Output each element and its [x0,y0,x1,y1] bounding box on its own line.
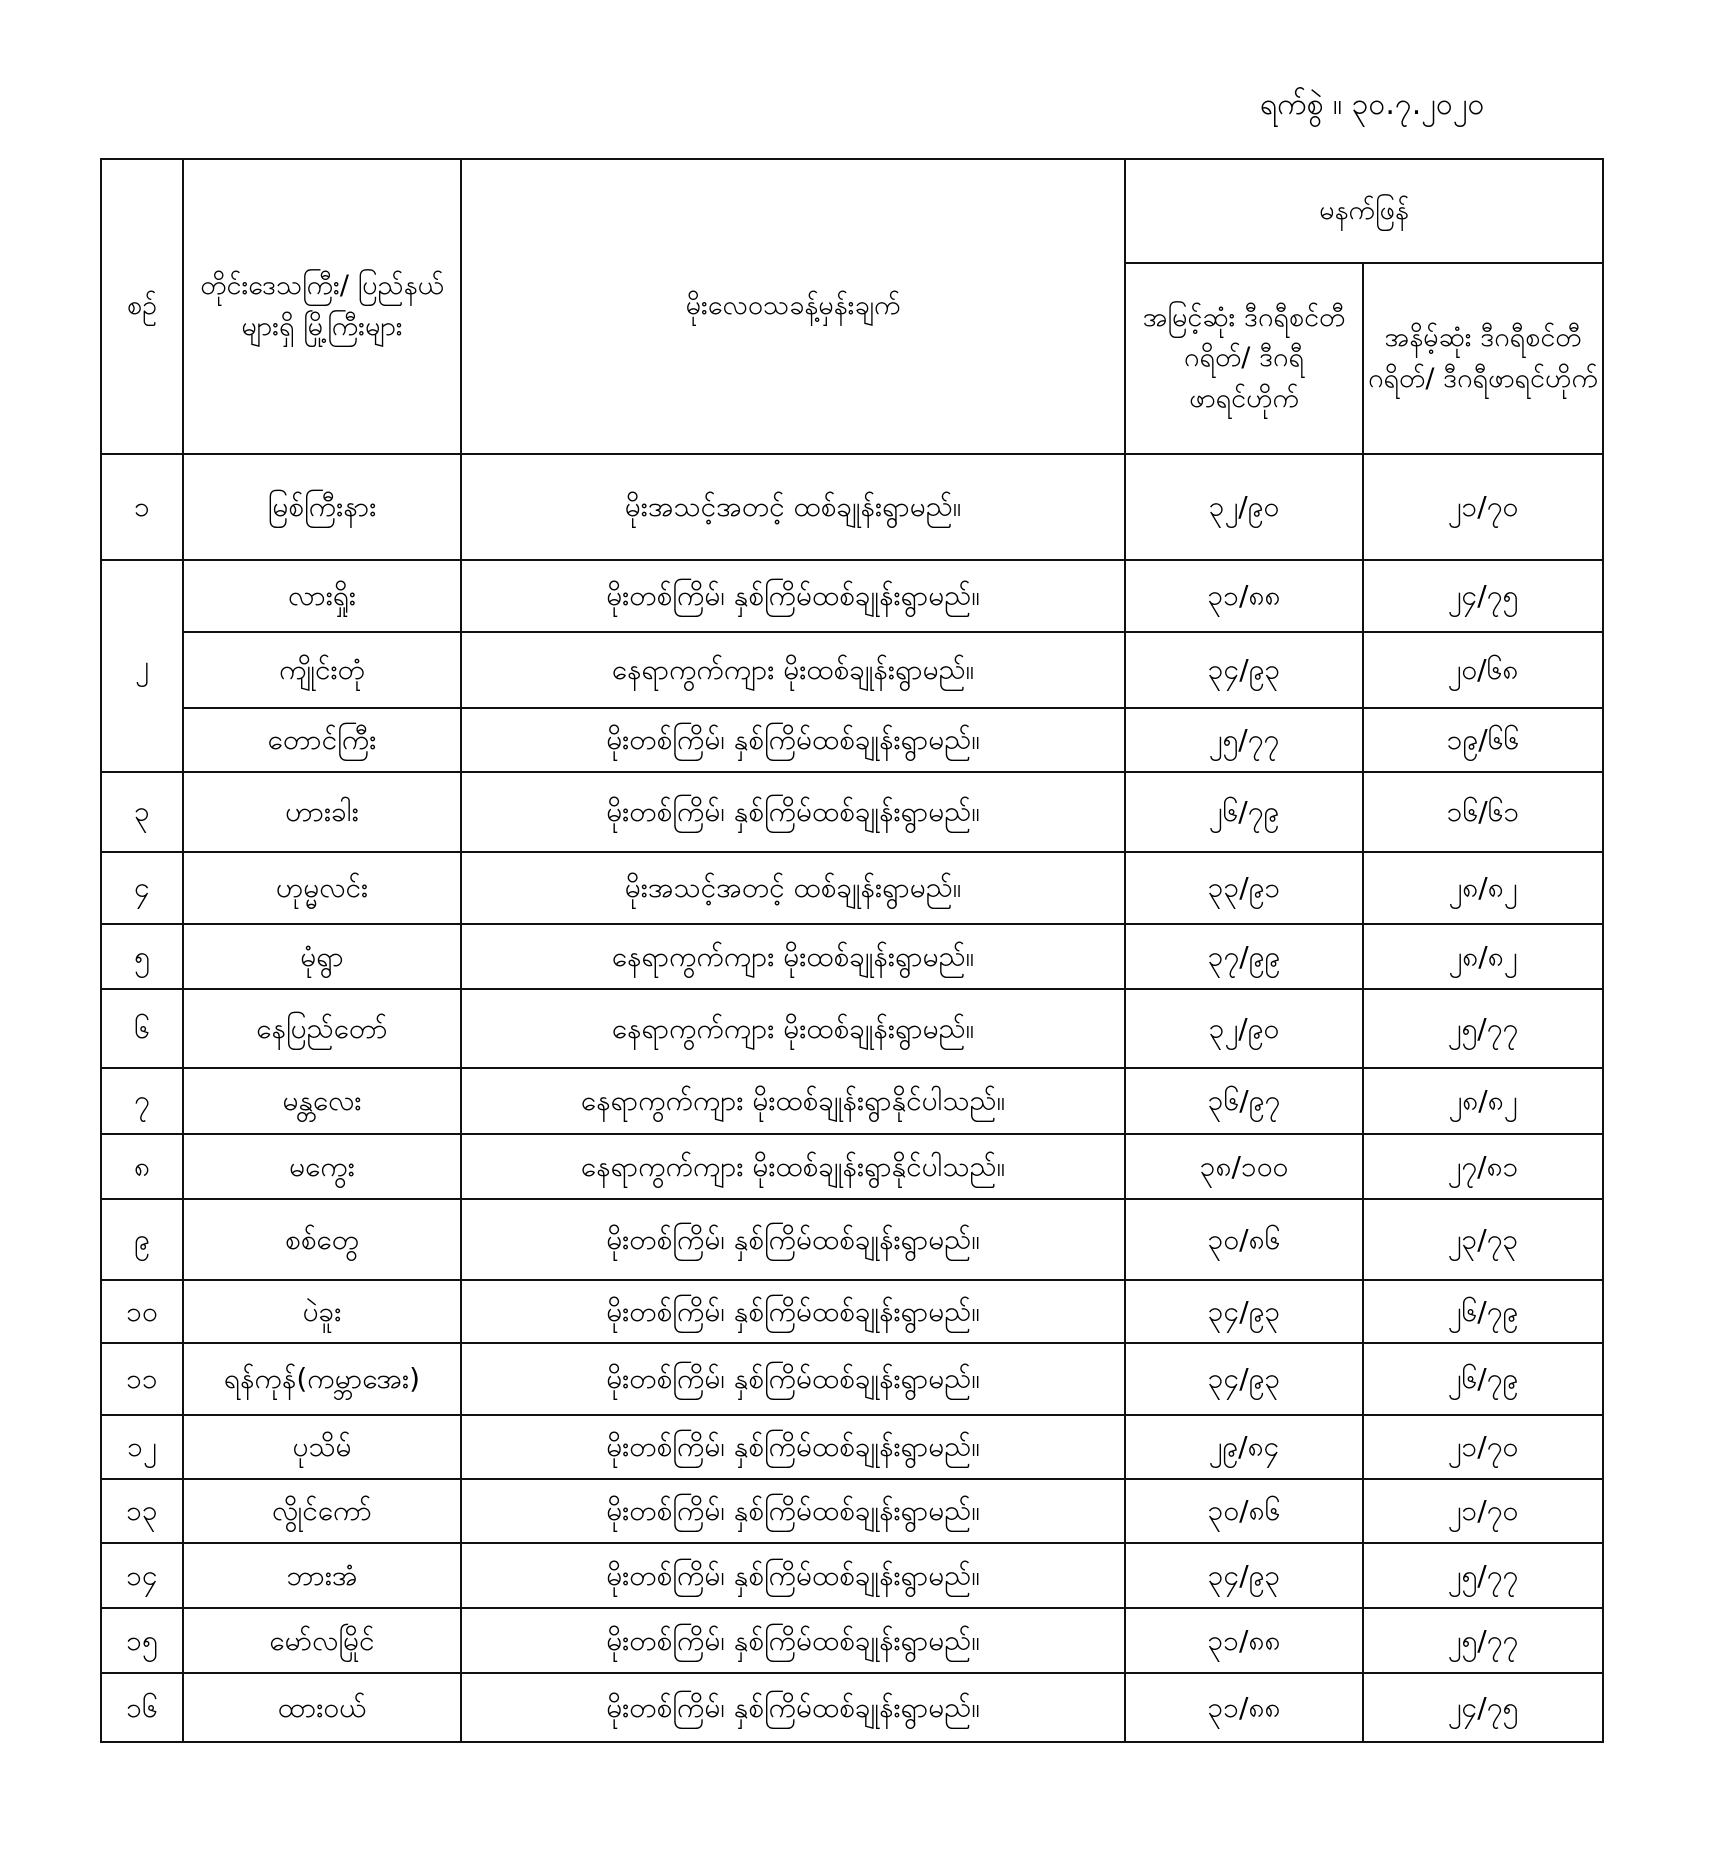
max-temperature: ၃၇/၉၉ [1125,924,1363,989]
header-city: တိုင်းဒေသကြီး/ ပြည်နယ်များရှိ မြို့ကြီးများ [183,159,461,454]
row-number: ၁၂ [101,1415,183,1479]
max-temperature: ၃၆/၉၇ [1125,1068,1363,1134]
city-name: လားရှိုး [183,560,461,632]
row-number: ၁၄ [101,1543,183,1608]
forecast-text: မိုးတစ်ကြိမ်၊ နှစ်ကြိမ်ထစ်ချုန်းရွာမည်။ [461,1608,1125,1673]
min-temperature: ၂၅/၇၇ [1363,1543,1603,1608]
table-row [101,924,1603,989]
min-temperature: ၂၇/၈၁ [1363,1134,1603,1199]
max-temperature: ၃၁/၈၈ [1125,560,1363,632]
weather-forecast-table [100,158,1604,1743]
city-name: နေပြည်တော် [183,989,461,1068]
forecast-text: မိုးတစ်ကြိမ်၊ နှစ်ကြိမ်ထစ်ချုန်းရွာမည်။ [461,1415,1125,1479]
city-name: ပဲခူး [183,1280,461,1343]
row-number: ၁၃ [101,1479,183,1543]
table-row [101,1343,1603,1415]
city-name: စစ်တွေ [183,1199,461,1280]
row-number: ၉ [101,1199,183,1280]
row-number: ၁၅ [101,1608,183,1673]
header-min-temp: အနိမ့်ဆုံး ဒီဂရီစင်တီဂရိတ်/ ဒီဂရီဖာရင်ဟိုက် [1363,263,1603,454]
city-name: ထားဝယ် [183,1673,461,1742]
table-row [101,852,1603,924]
max-temperature: ၃၄/၉၃ [1125,1280,1363,1343]
forecast-text: မိုးအသင့်အတင့် ထစ်ချုန်းရွာမည်။ [461,454,1125,560]
row-number: ၆ [101,989,183,1068]
min-temperature: ၂၄/၇၅ [1363,1673,1603,1742]
forecast-text: မိုးတစ်ကြိမ်၊ နှစ်ကြိမ်ထစ်ချုန်းရွာမည်။ [461,1479,1125,1543]
min-temperature: ၂၁/၇၀ [1363,1479,1603,1543]
row-number: ၂ [101,560,183,772]
min-temperature: ၂၆/၇၉ [1363,1343,1603,1415]
max-temperature: ၃၄/၉၃ [1125,632,1363,708]
city-name: မန္တလေး [183,1068,461,1134]
table-row [101,1479,1603,1543]
max-temperature: ၂၅/၇၇ [1125,708,1363,772]
row-number: ၁ [101,454,183,560]
table-row [101,989,1603,1068]
city-name: ဘားအံ [183,1543,461,1608]
max-temperature: ၃၈/၁၀၀ [1125,1134,1363,1199]
forecast-text: နေရာကွက်ကျား မိုးထစ်ချုန်းရွာမည်။ [461,989,1125,1068]
forecast-text: မိုးတစ်ကြိမ်၊ နှစ်ကြိမ်ထစ်ချုန်းရွာမည်။ [461,708,1125,772]
header-forecast: မိုးလေဝသခန့်မှန်းချက် [461,159,1125,454]
max-temperature: ၂၉/၈၄ [1125,1415,1363,1479]
table-body [101,454,1603,1742]
table-row [101,708,1603,772]
table-row [101,1543,1603,1608]
min-temperature: ၂၀/၆၈ [1363,632,1603,708]
max-temperature: ၃၁/၈၈ [1125,1673,1363,1742]
city-name: မော်လမြိုင် [183,1608,461,1673]
table-row [101,1068,1603,1134]
forecast-text: နေရာကွက်ကျား မိုးထစ်ချုန်းရွာနိုင်ပါသည်။ [461,1068,1125,1134]
max-temperature: ၃၂/၉၀ [1125,989,1363,1068]
document-date: ရက်စွဲ ။ ၃၀.၇.၂၀၂၀ [1260,87,1485,122]
max-temperature: ၃၀/၈၆ [1125,1199,1363,1280]
min-temperature: ၂၈/၈၂ [1363,1068,1603,1134]
max-temperature: ၃၁/၈၈ [1125,1608,1363,1673]
row-number: ၁၆ [101,1673,183,1742]
min-temperature: ၂၅/၇၇ [1363,1608,1603,1673]
city-name: ဟားခါး [183,772,461,852]
min-temperature: ၂၈/၈၂ [1363,924,1603,989]
table-row [101,1199,1603,1280]
max-temperature: ၃၀/၈၆ [1125,1479,1363,1543]
row-number: ၁၀ [101,1280,183,1343]
header-tomorrow: မနက်ဖြန် [1125,159,1603,263]
forecast-text: မိုးတစ်ကြိမ်၊ နှစ်ကြိမ်ထစ်ချုန်းရွာမည်။ [461,1673,1125,1742]
city-name: မကွေး [183,1134,461,1199]
forecast-text: မိုးတစ်ကြိမ်၊ နှစ်ကြိမ်ထစ်ချုန်းရွာမည်။ [461,772,1125,852]
city-name: ကျိုင်းတုံ [183,632,461,708]
header-max-temp: အမြင့်ဆုံး ဒီဂရီစင်တီဂရိတ်/ ဒီဂရီဖာရင်ဟိုက် [1125,263,1363,454]
city-name: ပုသိမ် [183,1415,461,1479]
table-row [101,1415,1603,1479]
min-temperature: ၂၁/၇၀ [1363,454,1603,560]
forecast-text: မိုးတစ်ကြိမ်၊ နှစ်ကြိမ်ထစ်ချုန်းရွာမည်။ [461,1343,1125,1415]
row-number: ၈ [101,1134,183,1199]
table-row [101,772,1603,852]
table-row [101,560,1603,632]
header-no: စဉ် [101,159,183,454]
table-row [101,1673,1603,1742]
min-temperature: ၂၅/၇၇ [1363,989,1603,1068]
forecast-text: နေရာကွက်ကျား မိုးထစ်ချုန်းရွာနိုင်ပါသည်။ [461,1134,1125,1199]
min-temperature: ၂၆/၇၉ [1363,1280,1603,1343]
table-row [101,1134,1603,1199]
city-name: တောင်ကြီး [183,708,461,772]
row-number: ၅ [101,924,183,989]
forecast-text: မိုးအသင့်အတင့် ထစ်ချုန်းရွာမည်။ [461,852,1125,924]
min-temperature: ၂၈/၈၂ [1363,852,1603,924]
max-temperature: ၃၄/၉၃ [1125,1343,1363,1415]
row-number: ၄ [101,852,183,924]
min-temperature: ၁၆/၆၁ [1363,772,1603,852]
max-temperature: ၂၆/၇၉ [1125,772,1363,852]
city-name: ဟုမ္မလင်း [183,852,461,924]
forecast-text: နေရာကွက်ကျား မိုးထစ်ချုန်းရွာမည်။ [461,632,1125,708]
min-temperature: ၁၉/၆၆ [1363,708,1603,772]
forecast-text: နေရာကွက်ကျား မိုးထစ်ချုန်းရွာမည်။ [461,924,1125,989]
table-row [101,454,1603,560]
forecast-text: မိုးတစ်ကြိမ်၊ နှစ်ကြိမ်ထစ်ချုန်းရွာမည်။ [461,1199,1125,1280]
table-row [101,1608,1603,1673]
city-name: မုံရွာ [183,924,461,989]
city-name: မြစ်ကြီးနား [183,454,461,560]
city-name: ရန်ကုန်(ကမ္ဘာအေး) [183,1343,461,1415]
max-temperature: ၃၃/၉၁ [1125,852,1363,924]
max-temperature: ၃၄/၉၃ [1125,1543,1363,1608]
forecast-text: မိုးတစ်ကြိမ်၊ နှစ်ကြိမ်ထစ်ချုန်းရွာမည်။ [461,560,1125,632]
max-temperature: ၃၂/၉၀ [1125,454,1363,560]
table-row [101,1280,1603,1343]
row-number: ၃ [101,772,183,852]
min-temperature: ၂၄/၇၅ [1363,560,1603,632]
forecast-text: မိုးတစ်ကြိမ်၊ နှစ်ကြိမ်ထစ်ချုန်းရွာမည်။ [461,1543,1125,1608]
forecast-text: မိုးတစ်ကြိမ်၊ နှစ်ကြိမ်ထစ်ချုန်းရွာမည်။ [461,1280,1125,1343]
min-temperature: ၂၁/၇၀ [1363,1415,1603,1479]
min-temperature: ၂၃/၇၃ [1363,1199,1603,1280]
row-number: ၁၁ [101,1343,183,1415]
city-name: လွိုင်ကော် [183,1479,461,1543]
table-row [101,632,1603,708]
row-number: ၇ [101,1068,183,1134]
